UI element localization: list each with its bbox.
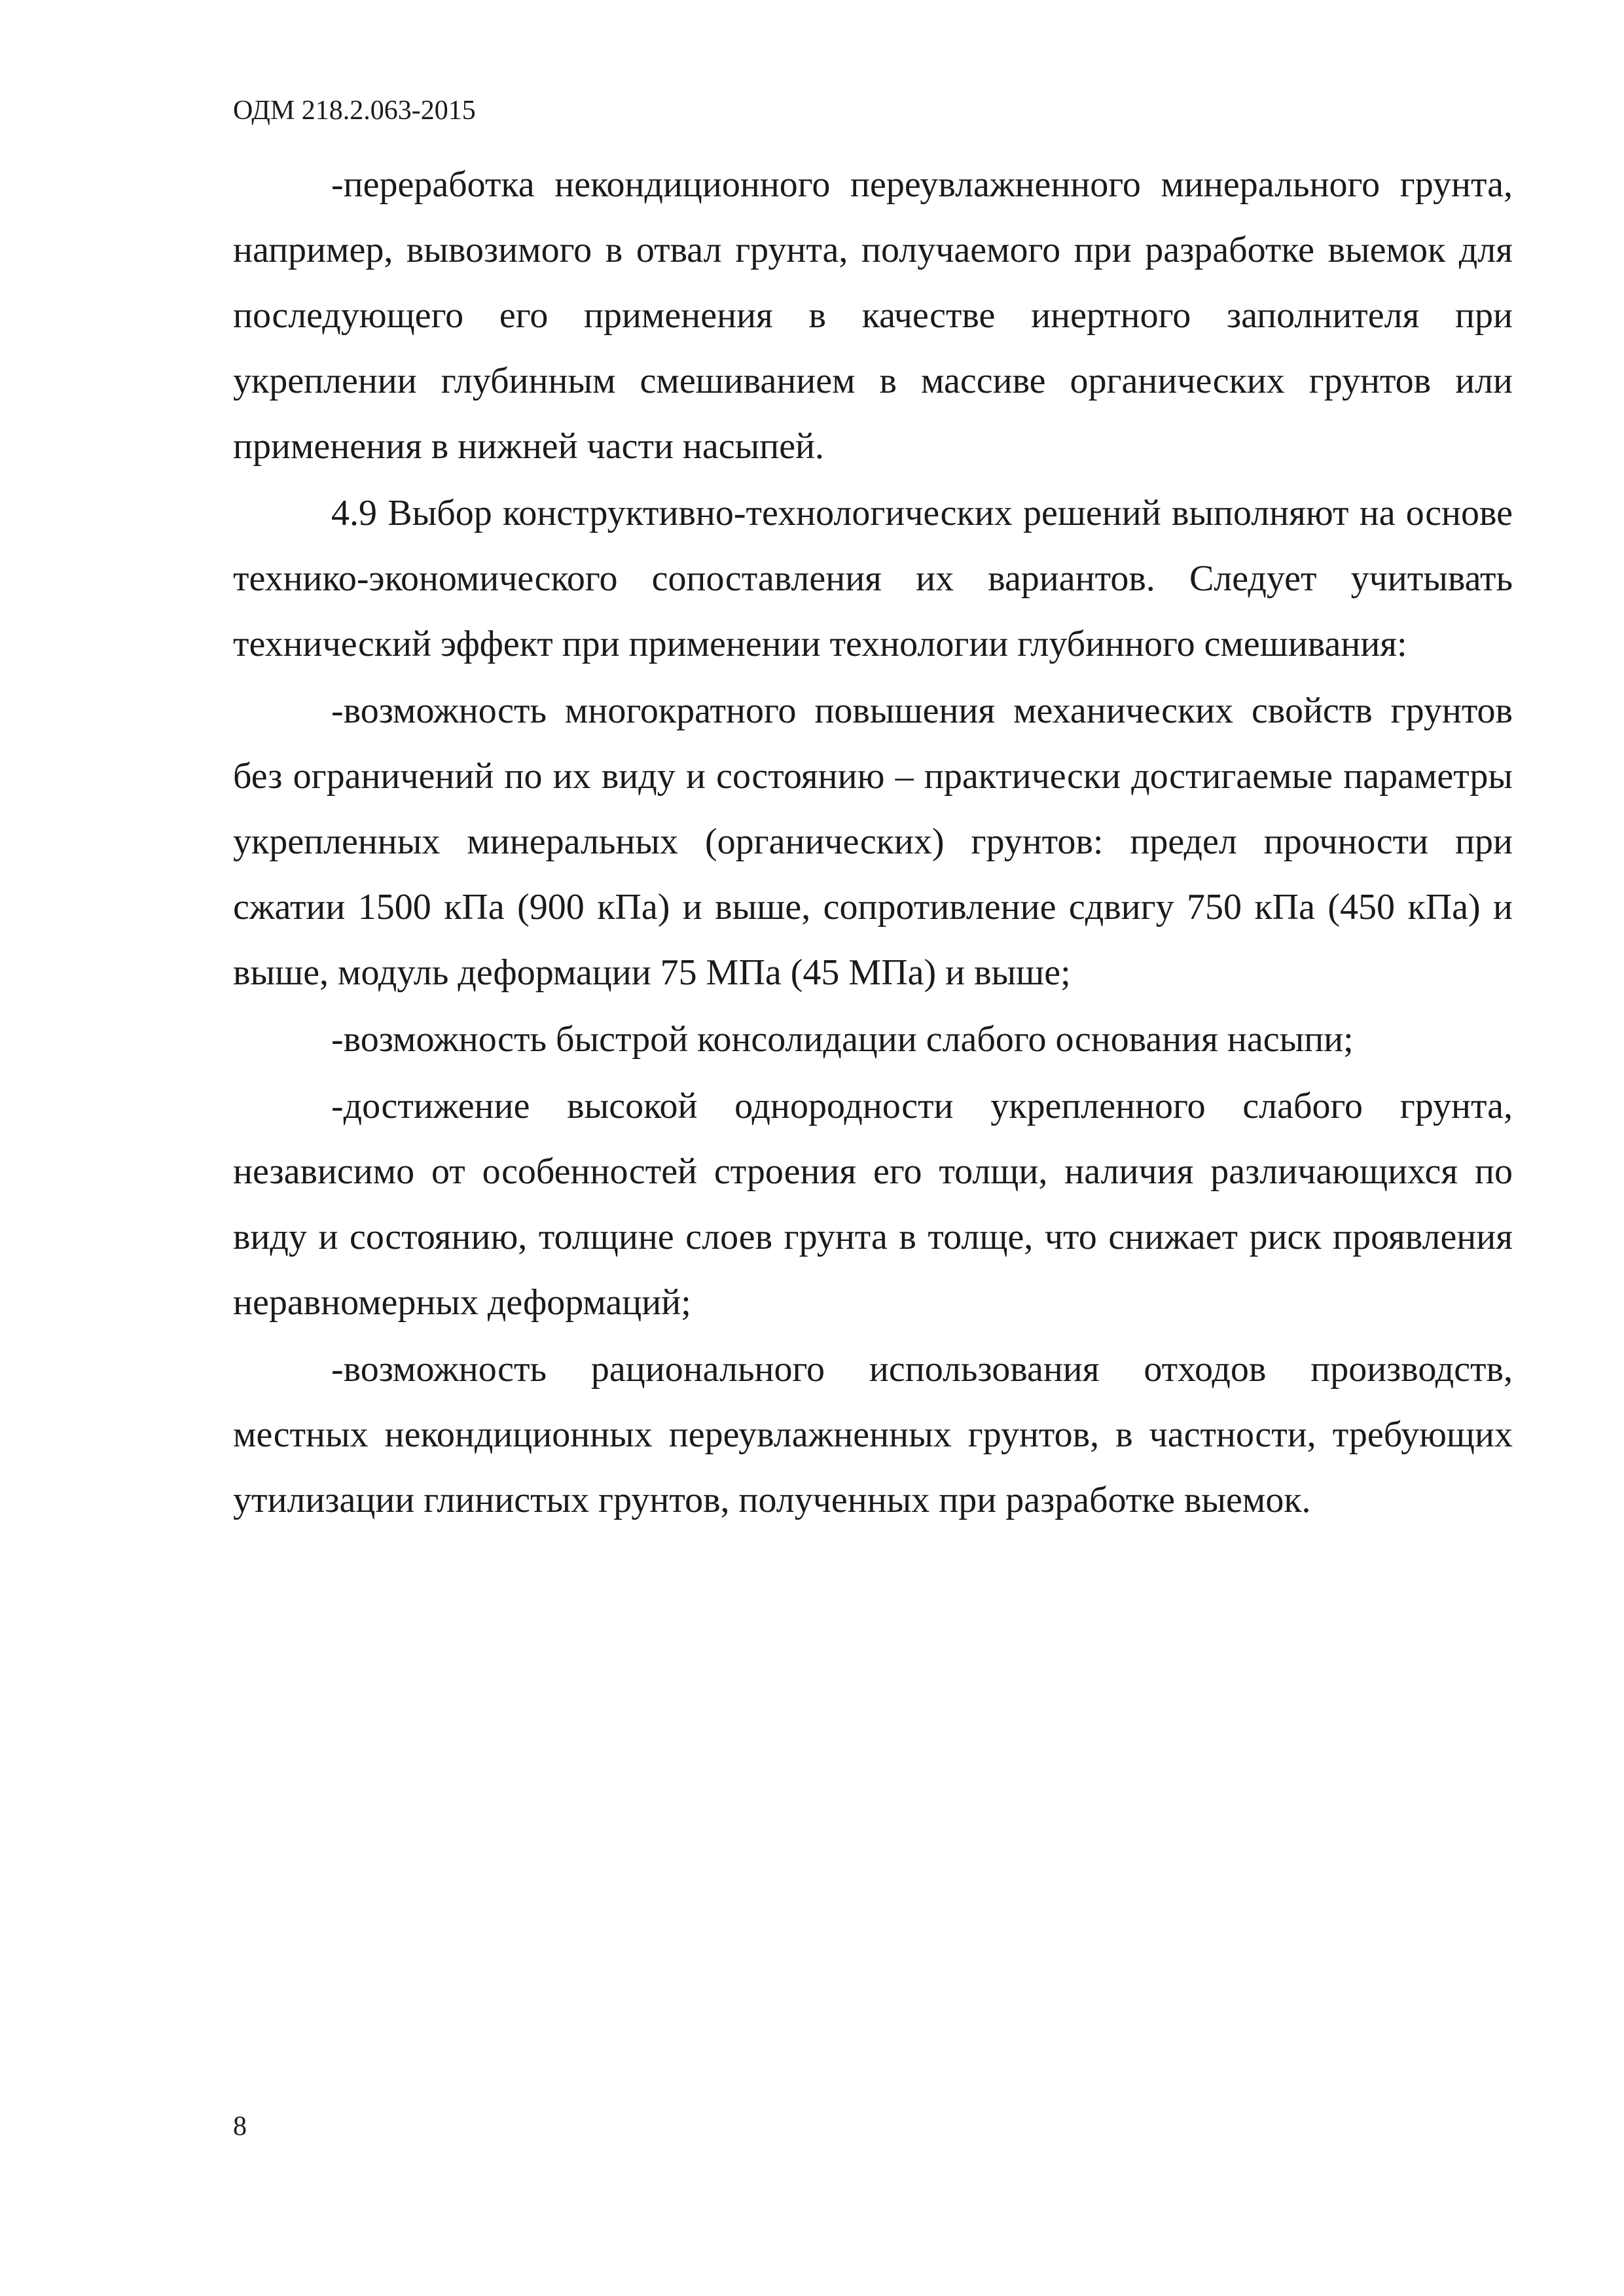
paragraph-homogeneity: -достижение высокой однородности укрепленного слабого грунта, независимо от особенностей строения его толщи, наличия различающихся по виду и состоянию, толщине слоев грунта в толще, что снижает риск проявления неравномерных деформаций; <box>233 1086 1513 1323</box>
paragraph-4-9-selection: 4.9 Выбор конструктивно-технологических решений выполняют на основе технико-экономического сопоставления их вариантов. Следует учитывать технический эффект при применении технологии глубинного смешивания: <box>233 493 1513 664</box>
page-number: 8 <box>233 2111 247 2142</box>
paragraph-consolidation: -возможность быстрой консолидации слабого основания насыпи; <box>331 1019 1354 1060</box>
document-header-id: ОДМ 218.2.063-2015 <box>233 96 476 126</box>
document-body <box>233 152 1513 1534</box>
paragraph-processing-soil: -переработка некондиционного переувлажненного минерального грунта, например, вывозимого в отвал грунта, получаемого при разработке выемок для последующего его применения в качестве инертного заполнителя при укреплении глубинным смешиванием в массиве органических грунтов или применения в нижней части насыпей. <box>233 164 1513 467</box>
paragraph-mechanical-properties: -возможность многократного повышения механических свойств грунтов без ограничений по их виду и состоянию – практически достигаемые параметры укрепленных минеральных (органических) грунтов: предел прочности при сжатии 1500 кПа (900 кПа) и выше, сопротивление сдвигу 750 кПа (450 кПа) и выше, модуль деформации 75 МПа (45 МПа) и выше; <box>233 691 1513 993</box>
paragraph-waste-utilization: -возможность рационального использования отходов производств, местных некондиционных переувлажненных грунтов, в частности, требующих утилизации глинистых грунтов, полученных при разработке выемок. <box>233 1349 1513 1520</box>
